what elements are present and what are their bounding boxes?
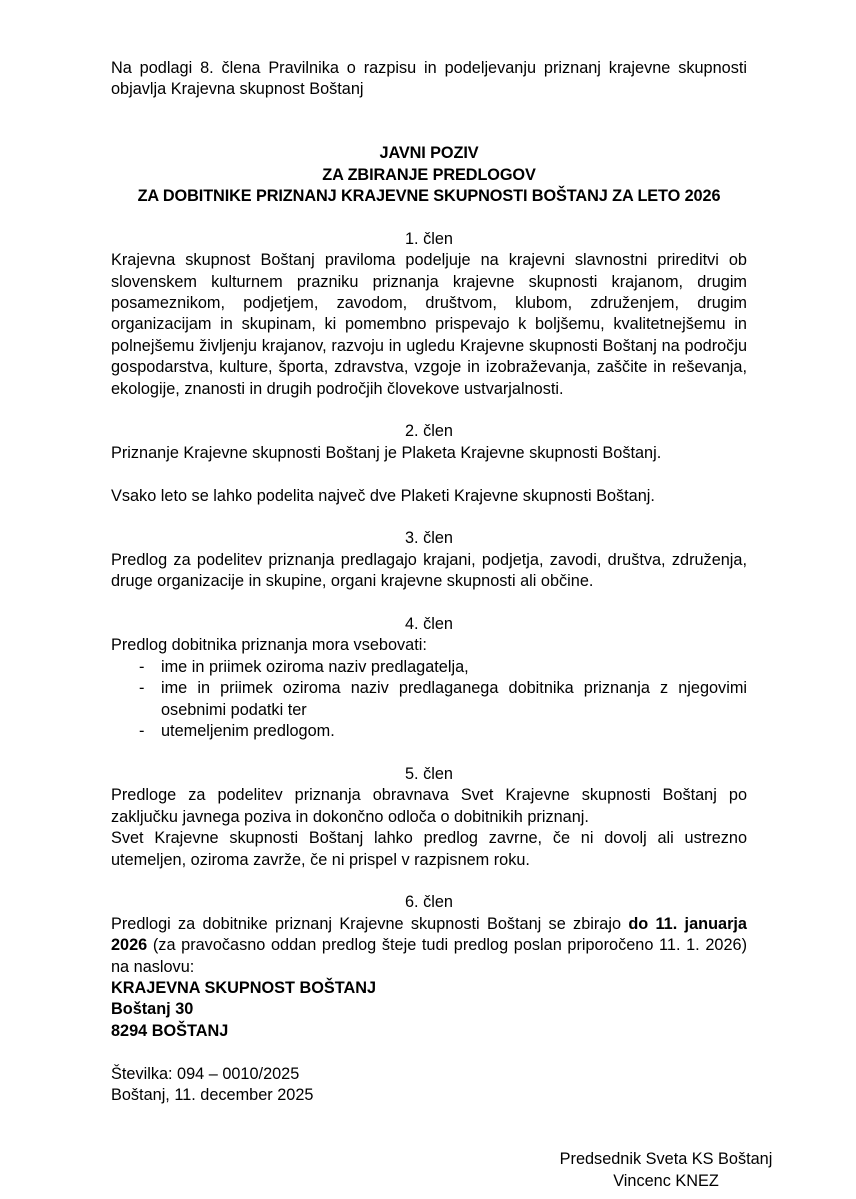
dash-marker: - bbox=[139, 657, 145, 676]
article-2-body-2: Vsako leto se lahko podelita največ dve Plaketi Krajevne skupnosti Boštanj. bbox=[111, 486, 655, 505]
article-4 bbox=[111, 614, 747, 742]
signature-block bbox=[471, 1149, 856, 1192]
spacer bbox=[111, 207, 747, 228]
list-item bbox=[111, 678, 747, 721]
list-item-label: ime in priimek oziroma naziv predlagatelja, bbox=[161, 657, 469, 676]
article-6-body-part-1: Predlogi za dobitnike priznanj Krajevne skupnosti Boštanj se zbirajo bbox=[111, 914, 629, 933]
article-5-heading: 5. člen bbox=[405, 764, 453, 783]
article-3 bbox=[111, 528, 747, 592]
spacer bbox=[111, 871, 747, 892]
document-title-block bbox=[111, 143, 747, 207]
article-4-body: Predlog dobitnika priznanja mora vsebovati: bbox=[111, 636, 427, 655]
title-line-3: ZA DOBITNIKE PRIZNANJ KRAJEVNE SKUPNOSTI BOŠTANJ ZA LETO 2026 bbox=[137, 187, 721, 206]
signature-wrapper bbox=[111, 1149, 773, 1199]
article-6 bbox=[111, 892, 747, 978]
spacer bbox=[111, 507, 747, 528]
address-line-2: Boštanj 30 bbox=[111, 1000, 194, 1019]
article-4-heading: 4. člen bbox=[405, 615, 453, 634]
address-block bbox=[111, 978, 747, 1042]
article-5-body: Predloge za podelitev priznanja obravnava Svet Krajevne skupnosti Boštanj po zaključku javnega poziva in dokončno odloča o dobitnikih priznanj. bbox=[111, 786, 747, 826]
signature-name: Vincenc KNEZ bbox=[613, 1171, 719, 1190]
article-5 bbox=[111, 764, 747, 871]
article-3-body: Predlog za podelitev priznanja predlagajo krajani, podjetja, zavodi, društva, združenja, druge organizacije in skupine, organi krajevne skupnosti ali občine. bbox=[111, 550, 747, 591]
article-5-body-2: Svet Krajevne skupnosti Boštanj lahko predlog zavrne, če ni dovolj ali ustrezno utemeljen, oziroma zavrže, če ni prispel v razpisnem roku. bbox=[111, 829, 747, 869]
spacer bbox=[111, 593, 747, 614]
article-1 bbox=[111, 229, 747, 400]
spacer bbox=[111, 400, 747, 421]
spacer bbox=[111, 1106, 747, 1127]
title-line-2: ZA ZBIRANJE PREDLOGOV bbox=[322, 165, 536, 184]
document-page bbox=[15, 0, 841, 1190]
reference-block bbox=[111, 1064, 747, 1107]
article-1-heading: 1. člen bbox=[405, 229, 453, 248]
reference-place-date: Boštanj, 11. december 2025 bbox=[111, 1085, 314, 1104]
article-4-list bbox=[111, 657, 747, 743]
article-2-heading: 2. člen bbox=[405, 422, 453, 441]
article-2-body: Priznanje Krajevne skupnosti Boštanj je Plaketa Krajevne skupnosti Boštanj. bbox=[111, 443, 662, 462]
article-2 bbox=[111, 421, 747, 507]
dash-marker: - bbox=[139, 722, 145, 741]
spacer bbox=[111, 743, 747, 764]
list-item bbox=[111, 721, 747, 742]
list-item-label: utemeljenim predlogom. bbox=[161, 722, 335, 741]
spacer bbox=[111, 1128, 747, 1149]
list-item bbox=[111, 657, 747, 678]
document-content bbox=[111, 58, 773, 1199]
spacer bbox=[111, 464, 747, 485]
intro-paragraph: Na podlagi 8. člena Pravilnika o razpisu in podeljevanju priznanj krajevne skupnosti objavlja Krajevna skupnost Boštanj bbox=[111, 59, 747, 99]
article-1-body: Krajevna skupnost Boštanj praviloma podeljuje na krajevni slavnostni prireditvi ob slovenskem kulturnem prazniku priznanja krajevne skupnosti krajanom, drugim posameznikom, podjetjem, zavodom, društvom, klubom, združenjem, drugim organizacijam in skupinam, ki pomembno prispevajo k boljšemu, kvalitetnejšemu in polnejšemu življenju krajanov, razvoju in ugledu Krajevne skupnosti Boštanj na področju gospodarstva, kulture, športa, zdravstva, vzgoje in izobraževanja, zaščite in reševanja, ekologije, znanosti in drugih področjih človekove ustvarjalnosti. bbox=[111, 251, 747, 398]
spacer bbox=[111, 1042, 747, 1063]
article-6-deadline: do 11. januarja 2026 bbox=[111, 914, 747, 955]
spacer bbox=[111, 101, 747, 122]
address-line-1: KRAJEVNA SKUPNOST BOŠTANJ bbox=[111, 978, 377, 997]
article-3-heading: 3. člen bbox=[405, 529, 453, 548]
address-line-3: 8294 BOŠTANJ bbox=[111, 1021, 229, 1040]
signature-role: Predsednik Sveta KS Boštanj bbox=[559, 1150, 773, 1169]
article-6-body-part-2: (za pravočasno oddan predlog šteje tudi predlog poslan priporočeno 11. 1. 2026) na naslovu: bbox=[111, 936, 747, 976]
reference-number: Številka: 094 – 0010/2025 bbox=[111, 1064, 300, 1083]
list-item-label: ime in priimek oziroma naziv predlaganega dobitnika priznanja z njegovimi osebnimi podatki ter bbox=[161, 679, 747, 719]
title-line-1: JAVNI POZIV bbox=[379, 144, 479, 163]
article-6-heading: 6. člen bbox=[405, 893, 453, 912]
dash-marker: - bbox=[139, 679, 145, 698]
article-6-body bbox=[111, 914, 747, 978]
